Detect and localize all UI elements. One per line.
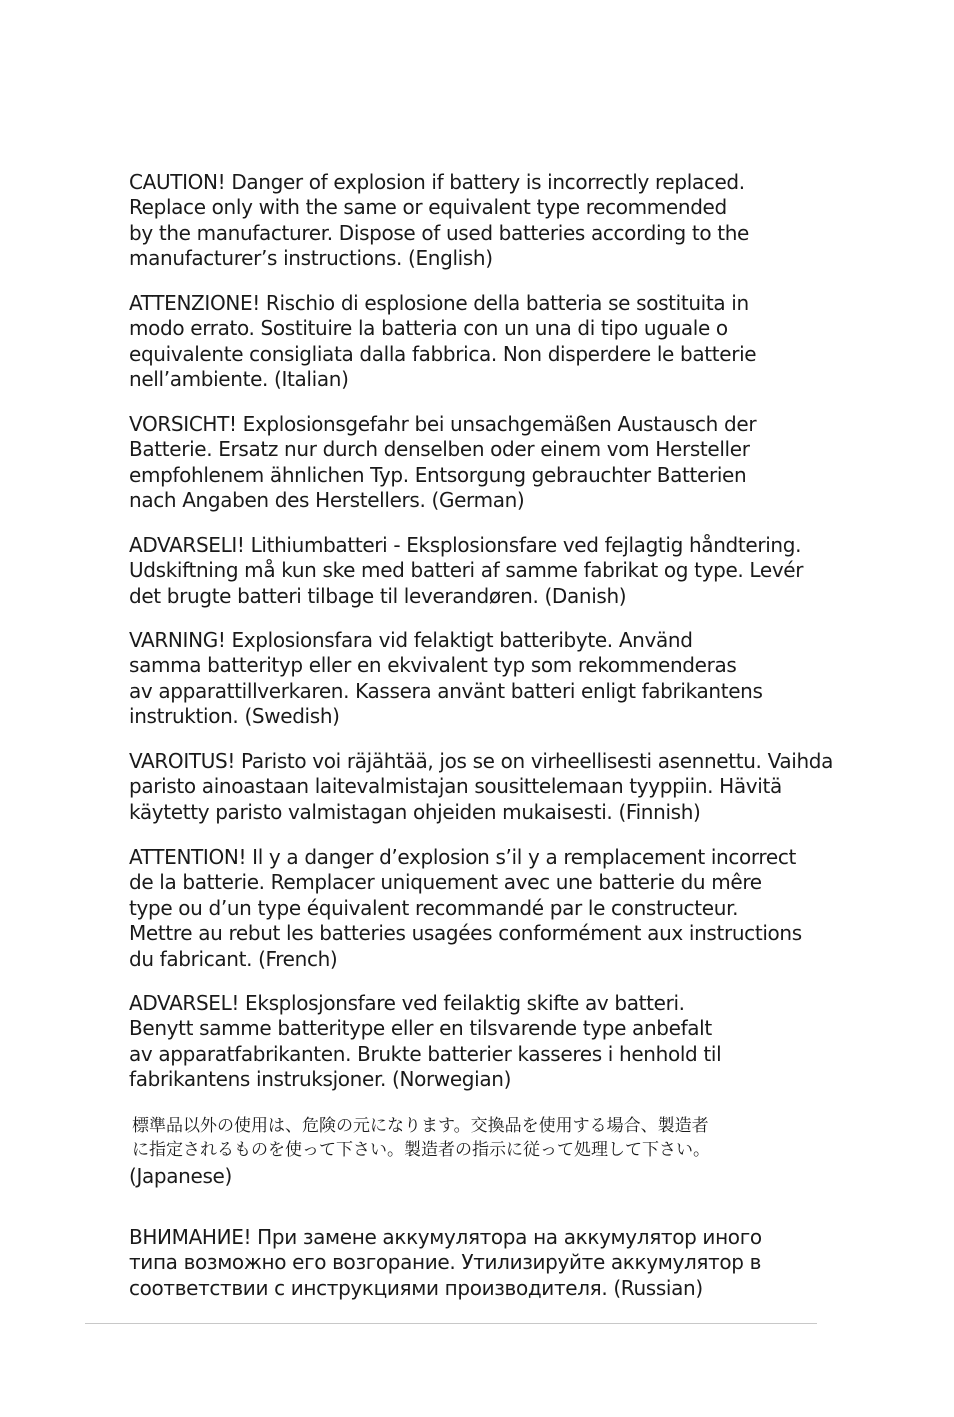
warning-line: Batterie. Ersatz nur durch denselben oder einem vom Hersteller xyxy=(129,437,750,462)
warning-line: ATTENZIONE! Rischio di esplosione della batteria se sostituita in xyxy=(129,291,749,315)
warning-line: käytetty paristo valmistagan ohjeiden mukaisesti. (Finnish) xyxy=(129,799,701,824)
warning-line: nach Angaben des Herstellers. (German) xyxy=(129,488,525,513)
warning-russian xyxy=(129,1225,762,1301)
warning-danish xyxy=(129,533,803,609)
warning-line: ADVARSEL! Eksplosjonsfare ved feilaktig skifte av batteri. xyxy=(129,991,685,1015)
warning-line: VAROITUS! Paristo voi räjähtää, jos se on virheellisesti asennettu. Vaihda xyxy=(129,749,834,773)
warning-line: manufacturer’s instructions. (English) xyxy=(129,246,493,271)
warning-german xyxy=(129,412,756,514)
warning-line: ВНИМАНИЕ! При замене аккумулятора на аккумулятор иного xyxy=(129,1225,762,1249)
warning-line: av apparatfabrikanten. Brukte batterier kasseres i henhold til xyxy=(129,1041,722,1066)
warning-line: (Japanese) xyxy=(129,1163,232,1188)
footer-divider xyxy=(85,1323,817,1324)
warning-line: paristo ainoastaan laitevalmistajan sousittelemaan tyyppiin. Hävitä xyxy=(129,774,782,799)
warning-italian xyxy=(129,291,756,393)
warning-french xyxy=(129,845,802,972)
warning-line: типа возможно его возгорание. Утилизируйте аккумулятор в xyxy=(129,1250,762,1275)
warning-line: VARNING! Explosionsfara vid felaktigt batteribyte. Använd xyxy=(129,628,693,652)
warning-line: に指定されるものを使って下さい。製造者の指示に従って処理して下さい。 xyxy=(132,1140,710,1161)
warning-line: VORSICHT! Explosionsgefahr bei unsachgemäßen Austausch der xyxy=(129,412,757,436)
warning-line: CAUTION! Danger of explosion if battery is incorrectly replaced. xyxy=(129,170,745,194)
warning-line: 標準品以外の使用は、危険の元になります。交換品を使用する場合、製造者 xyxy=(132,1116,709,1136)
warning-line: ADVARSELI! Lithiumbatteri - Eksplosionsfare ved fejlagtig håndtering. xyxy=(129,533,802,557)
warning-line: nell’ambiente. (Italian) xyxy=(129,367,349,392)
warning-line: modo errato. Sostituire la batteria con un una di tipo uguale o xyxy=(129,316,728,341)
warning-line: ATTENTION! Il y a danger d’explosion s’il y a remplacement incorrect xyxy=(129,845,796,869)
warning-line: instruktion. (Swedish) xyxy=(129,704,340,729)
warning-japanese xyxy=(129,1114,710,1189)
warning-line: equivalente consigliata dalla fabbrica. Non disperdere le batterie xyxy=(129,341,757,366)
warning-line: Replace only with the same or equivalent type recommended xyxy=(129,195,727,220)
warning-norwegian xyxy=(129,991,721,1093)
warning-line: fabrikantens instruksjoner. (Norwegian) xyxy=(129,1067,512,1092)
warning-line: соответствии с инструкциями производителя. (Russian) xyxy=(129,1275,703,1300)
warning-swedish xyxy=(129,628,763,730)
warning-line: det brugte batteri tilbage til leverandøren. (Danish) xyxy=(129,583,627,608)
warning-line: empfohlenem ähnlichen Typ. Entsorgung gebrauchter Batterien xyxy=(129,462,747,487)
warning-line: type ou d’un type équivalent recommandé par le constructeur. xyxy=(129,895,739,920)
warning-line: Mettre au rebut les batteries usagées conformément aux instructions xyxy=(129,921,802,946)
warning-line: av apparattillverkaren. Kassera använt batteri enligt fabrikantens xyxy=(129,678,763,703)
warning-line: du fabricant. (French) xyxy=(129,946,338,971)
warning-line: de la batterie. Remplacer uniquement avec une batterie du mêre xyxy=(129,870,762,895)
warning-finnish xyxy=(129,749,833,825)
warning-line: Udskiftning må kun ske med batteri af samme fabrikat og type. Levér xyxy=(129,558,804,583)
warning-line: Benytt samme batteritype eller en tilsvarende type anbefalt xyxy=(129,1016,712,1041)
warning-english xyxy=(129,170,749,272)
warning-line: by the manufacturer. Dispose of used batteries according to the xyxy=(129,220,749,245)
warning-line: samma batterityp eller en ekvivalent typ som rekommenderas xyxy=(129,653,737,678)
